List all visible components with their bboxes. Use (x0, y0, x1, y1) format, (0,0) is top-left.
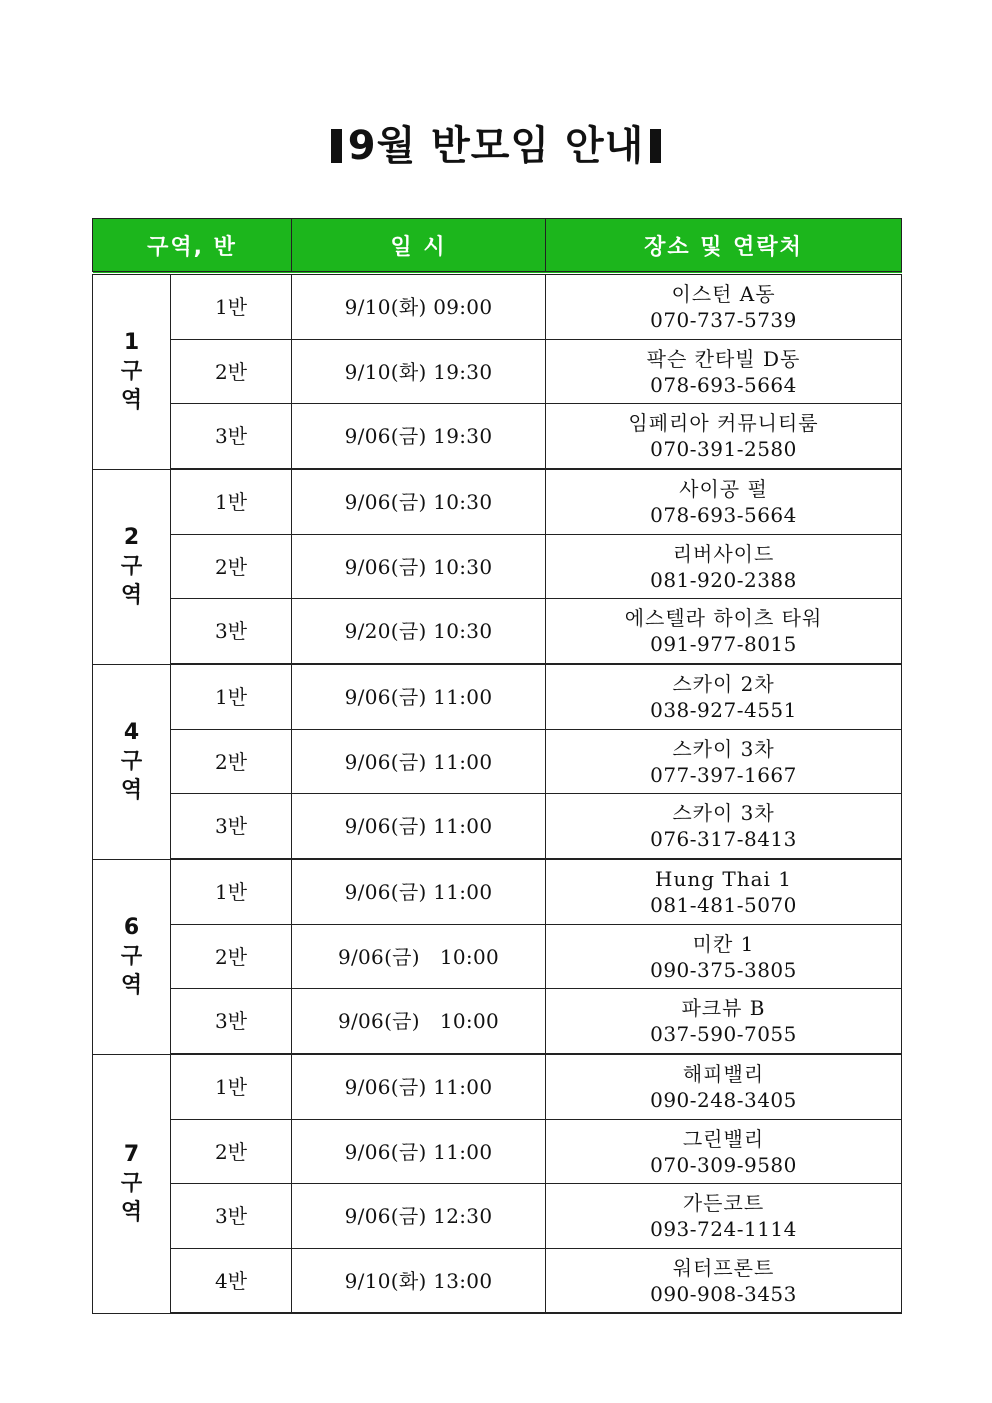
place-name: Hung Thai 1 (655, 867, 792, 891)
datetime-cell: 9/06(금) 11:00 (292, 1120, 546, 1184)
place-name: 미칸 1 (692, 931, 755, 956)
place-contact-cell (546, 1249, 902, 1314)
place-contact-cell (546, 859, 902, 925)
place-name: 워터프론트 (672, 1255, 775, 1280)
ban-cell: 3반 (171, 794, 292, 860)
datetime-cell: 9/06(금) 10:00 (292, 925, 546, 989)
zone-cell (93, 273, 171, 469)
phone-number: 070-737-5739 (650, 308, 797, 332)
table-row (93, 340, 902, 404)
place-contact-cell (546, 273, 902, 340)
place-name: 가든코트 (682, 1191, 765, 1215)
table-row (93, 469, 902, 535)
table-row (93, 1184, 902, 1249)
zone-label-number: 7 (123, 1142, 140, 1167)
zone-label-ch2: 역 (120, 583, 143, 608)
place-contact-cell (546, 794, 902, 860)
table-row (93, 599, 902, 665)
place-name: 그린밸리 (682, 1126, 765, 1151)
title-text: 9월 반모임 안내 (347, 123, 645, 169)
table-row (93, 794, 902, 860)
phone-number: 090-908-3453 (650, 1281, 797, 1306)
ban-cell: 2반 (171, 730, 292, 794)
table-row (93, 989, 902, 1055)
phone-number: 093-724-1114 (650, 1217, 797, 1241)
datetime-cell: 9/06(금) 19:30 (292, 404, 546, 470)
zone-label-ch1: 구 (120, 944, 143, 969)
zone-label-ch1: 구 (120, 359, 143, 385)
table-row (93, 535, 902, 599)
table-row (93, 925, 902, 989)
table-row (93, 859, 902, 925)
place-contact-cell (546, 535, 902, 599)
place-name: 파크뷰 B (681, 996, 766, 1020)
ban-cell: 3반 (171, 599, 292, 665)
zone-cell (93, 469, 171, 664)
datetime-cell: 9/10(화) 09:00 (292, 273, 546, 340)
phone-number: 081-481-5070 (650, 893, 797, 917)
datetime-cell: 9/20(금) 10:30 (292, 599, 546, 665)
phone-number: 090-375-3805 (650, 957, 797, 982)
place-contact-cell (546, 989, 902, 1055)
place-contact-cell (546, 925, 902, 989)
phone-number: 091-977-8015 (650, 632, 797, 656)
ban-cell: 2반 (171, 535, 292, 599)
place-name: 스카이 2차 (672, 672, 775, 696)
phone-number: 038-927-4551 (650, 698, 797, 722)
title-left-marker (331, 129, 342, 163)
zone-label-ch2: 역 (120, 388, 143, 414)
datetime-cell: 9/06(금) 11:00 (292, 794, 546, 860)
zone-label-ch2: 역 (120, 778, 143, 803)
table-row (93, 664, 902, 730)
ban-cell: 4반 (171, 1249, 292, 1314)
zone-label-ch2: 역 (120, 973, 143, 998)
datetime-cell: 9/10(화) 13:00 (292, 1249, 546, 1314)
phone-number: 081-920-2388 (650, 567, 797, 592)
ban-cell: 2반 (171, 1120, 292, 1184)
datetime-cell: 9/06(금) 11:00 (292, 730, 546, 794)
ban-cell: 3반 (171, 404, 292, 470)
zone-cell (93, 859, 171, 1054)
datetime-cell: 9/06(금) 11:00 (292, 859, 546, 925)
schedule-table (92, 218, 902, 1314)
zone-label-number: 1 (123, 330, 140, 356)
ban-cell: 3반 (171, 1184, 292, 1249)
place-name: 사이공 펄 (679, 477, 768, 501)
datetime-cell: 9/06(금) 12:30 (292, 1184, 546, 1249)
place-contact-cell (546, 664, 902, 730)
table-row (93, 730, 902, 794)
phone-number: 078-693-5664 (650, 503, 797, 527)
datetime-cell: 9/06(금) 11:00 (292, 664, 546, 730)
header-zone: 구역, 반 (93, 219, 292, 274)
zone-label-number: 2 (123, 525, 140, 550)
ban-cell: 1반 (171, 469, 292, 535)
phone-number: 090-248-3405 (650, 1088, 797, 1112)
ban-cell: 2반 (171, 925, 292, 989)
place-name: 스카이 3차 (672, 801, 775, 825)
table-row (93, 273, 902, 340)
zone-label-ch1: 구 (120, 749, 143, 774)
place-name: 임페리아 커뮤니티룸 (628, 411, 819, 435)
datetime-cell: 9/06(금) 10:00 (292, 989, 546, 1055)
zone-label-number: 6 (123, 915, 140, 940)
table-row (93, 1054, 902, 1120)
place-name: 팍슨 칸타빌 D동 (646, 346, 801, 371)
header-datetime: 일 시 (292, 219, 546, 274)
place-name: 리버사이드 (672, 541, 775, 566)
place-contact-cell (546, 1120, 902, 1184)
phone-number: 076-317-8413 (650, 827, 797, 851)
place-contact-cell (546, 1054, 902, 1120)
datetime-cell: 9/06(금) 11:00 (292, 1054, 546, 1120)
ban-cell: 1반 (171, 859, 292, 925)
ban-cell: 1반 (171, 664, 292, 730)
zone-label-ch1: 구 (120, 1171, 143, 1196)
ban-cell: 1반 (171, 1054, 292, 1120)
zone-label-ch1: 구 (120, 554, 143, 579)
zone-label-ch2: 역 (120, 1200, 143, 1225)
place-contact-cell (546, 1184, 902, 1249)
place-name: 이스턴 A동 (671, 282, 776, 306)
title-right-marker (650, 129, 661, 163)
phone-number: 070-391-2580 (650, 437, 797, 461)
place-contact-cell (546, 730, 902, 794)
phone-number: 077-397-1667 (650, 762, 797, 787)
place-contact-cell (546, 404, 902, 470)
phone-number: 070-309-9580 (650, 1152, 797, 1177)
header-place: 장소 및 연락처 (546, 219, 902, 274)
place-contact-cell (546, 469, 902, 535)
table-row (93, 1249, 902, 1314)
schedule-body (93, 273, 902, 1313)
place-contact-cell (546, 599, 902, 665)
ban-cell: 3반 (171, 989, 292, 1055)
zone-cell (93, 664, 171, 859)
table-row (93, 1120, 902, 1184)
phone-number: 078-693-5664 (650, 372, 797, 397)
ban-cell: 1반 (171, 273, 292, 340)
datetime-cell: 9/06(금) 10:30 (292, 469, 546, 535)
place-name: 에스텔라 하이츠 타워 (624, 606, 823, 630)
place-name: 해피밸리 (682, 1062, 765, 1086)
datetime-cell: 9/06(금) 10:30 (292, 535, 546, 599)
place-name: 스카이 3차 (672, 736, 775, 761)
table-row (93, 404, 902, 470)
header-row (93, 219, 902, 274)
place-contact-cell (546, 340, 902, 404)
datetime-cell: 9/10(화) 19:30 (292, 340, 546, 404)
page-title (0, 118, 992, 174)
ban-cell: 2반 (171, 340, 292, 404)
zone-cell (93, 1054, 171, 1313)
phone-number: 037-590-7055 (650, 1022, 797, 1046)
zone-label-number: 4 (123, 720, 140, 745)
